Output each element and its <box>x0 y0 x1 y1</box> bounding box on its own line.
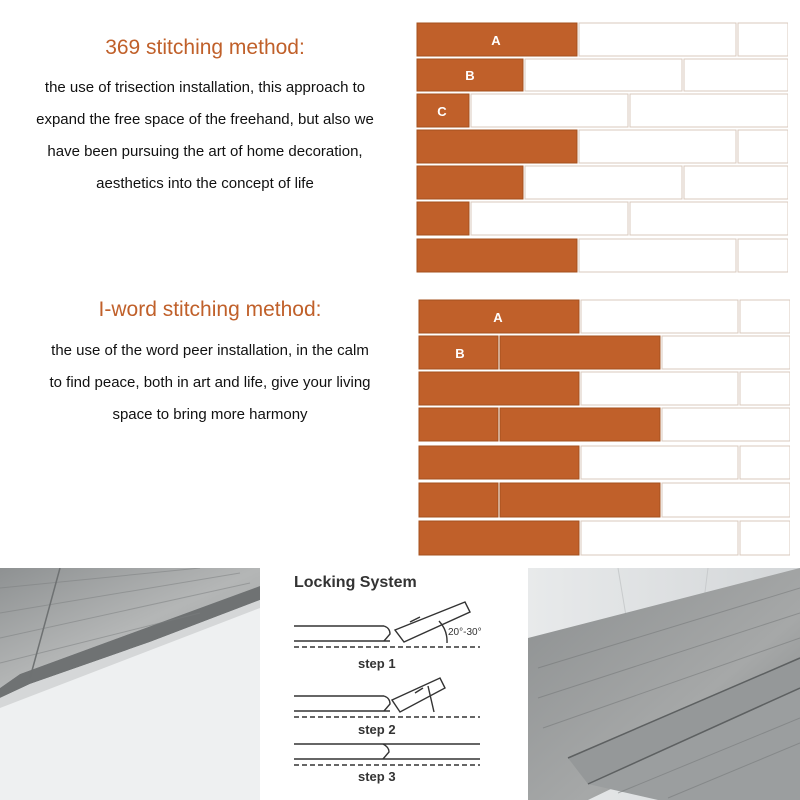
locking-system-diagram <box>280 568 530 800</box>
angle-label: 20°-30° <box>448 627 482 638</box>
locking-system-title: Locking System <box>294 574 417 591</box>
method-i-word-line: space to bring more harmony <box>112 406 308 423</box>
row-6 <box>419 483 790 517</box>
step-1-illustration <box>294 602 480 647</box>
step-2-label: step 2 <box>358 722 396 737</box>
row-4 <box>417 130 788 163</box>
label-a: A <box>491 33 501 48</box>
step-2-illustration <box>294 678 480 717</box>
method-i-word-description <box>0 335 420 431</box>
label-c: C <box>437 104 447 119</box>
row-5 <box>417 166 788 199</box>
method-i-word-diagram <box>418 299 790 557</box>
row-5 <box>419 446 790 479</box>
row-1 <box>419 300 790 333</box>
method-369-line: aesthetics into the concept of life <box>96 175 314 192</box>
method-369-line: the use of trisection installation, this approach to <box>44 79 366 96</box>
method-369-line: expand the free space of the freehand, but also we <box>36 111 374 128</box>
step-3-label: step 3 <box>358 769 396 784</box>
method-369-title: 369 stitching method: <box>105 36 305 59</box>
row-7 <box>417 239 788 272</box>
step-1-label: step 1 <box>358 656 396 671</box>
method-i-word-line: the use of the word peer installation, in the calm <box>51 342 369 359</box>
label-a: A <box>493 310 503 325</box>
step-3-illustration <box>294 744 480 765</box>
row-6 <box>417 202 788 235</box>
row-1 <box>417 23 788 56</box>
flooring-photo-left <box>0 568 260 800</box>
row-2 <box>419 336 790 369</box>
method-i-word-title: I-word stitching method: <box>98 298 322 321</box>
flooring-photo-right <box>528 568 800 800</box>
method-369-description <box>0 72 410 200</box>
method-369-line: have been pursuing the art of home decoration, <box>47 143 363 160</box>
row-3 <box>419 372 790 405</box>
row-3 <box>417 94 788 127</box>
label-b: B <box>465 68 475 83</box>
label-b: B <box>455 346 465 361</box>
row-4 <box>419 408 790 441</box>
method-369-diagram <box>416 22 788 278</box>
method-i-word-line: to find peace, both in art and life, give your living <box>49 374 371 391</box>
row-7 <box>419 521 790 555</box>
